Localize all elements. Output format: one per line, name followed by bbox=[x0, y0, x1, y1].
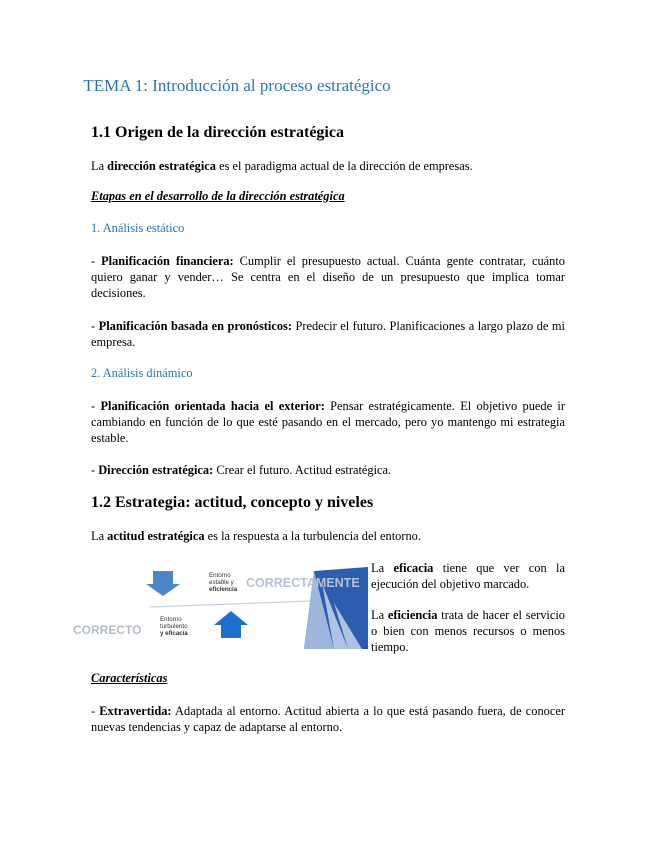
paragraph-eficacia: La eficacia tiene que ver con la ejecución del objetivo marcado. bbox=[371, 561, 565, 591]
paragraph-eficiencia: La eficiencia trata de hacer el servicio o bien con menos recursos o menos tiempo. bbox=[371, 608, 565, 654]
figure-divider bbox=[150, 601, 312, 607]
label-top-1: Entorno bbox=[209, 572, 231, 579]
down-arrow-icon bbox=[146, 571, 180, 596]
section-1-heading: 1.1 Origen de la dirección estratégica bbox=[91, 124, 344, 141]
label-bottom-2: turbulento bbox=[160, 623, 188, 630]
label-top-3: eficiencia bbox=[209, 586, 238, 593]
paragraph-planificacion-financiera: - Planificación financiera: Cumplir el presupuesto actual. Cuánta gente contratar, cuánto quiero ganar y vender… Se centra en el diseño de un presupuesto que implica tomar decisiones. bbox=[91, 254, 565, 300]
label-correcto: CORRECTO bbox=[73, 623, 142, 637]
subheading-analisis-dinamico: 2. Análisis dinámico bbox=[91, 366, 193, 380]
section-2-heading: 1.2 Estrategia: actitud, concepto y niveles bbox=[91, 494, 374, 511]
section-2-intro: La actitud estratégica es la respuesta a la turbulencia del entorno. bbox=[91, 529, 421, 543]
paragraph-direccion-estrategica: - Dirección estratégica: Crear el futuro. Actitud estratégica. bbox=[91, 463, 392, 477]
paragraph-extravertida: - Extravertida: Adaptada al entorno. Actitud abierta a lo que está pasando fuera, de conocer nuevas tendencias y capaz de adaptarse al entorno. bbox=[91, 704, 565, 734]
paragraph-planificacion-pronosticos: - Planificación basada en pronósticos: Predecir el futuro. Planificaciones a largo plazo de mi empresa. bbox=[91, 319, 565, 349]
section-1-intro: La dirección estratégica es el paradigma actual de la dirección de empresas. bbox=[91, 159, 473, 173]
page-title: TEMA 1: Introducción al proceso estratégico bbox=[83, 76, 391, 95]
subheading-analisis-estatico: 1. Análisis estático bbox=[91, 221, 185, 235]
label-correctamente: CORRECTAMENTE bbox=[246, 576, 360, 590]
paragraph-planificacion-exterior: - Planificación orientada hacia el exterior: Pensar estratégicamente. El objetivo puede ir cambiando en función de lo que esté pasando en el mercado, pero yo mantengo mi estrategia estable. bbox=[91, 399, 565, 445]
label-bottom-3: y eficacia bbox=[160, 630, 188, 637]
eficacia-eficiencia-figure bbox=[72, 563, 368, 649]
label-top-2: estable y bbox=[209, 579, 234, 586]
label-bottom-1: Entorno bbox=[160, 616, 182, 623]
etapas-heading: Etapas en el desarrollo de la dirección estratégica bbox=[91, 189, 345, 203]
up-arrow-icon bbox=[214, 611, 248, 638]
caracteristicas-heading: Características bbox=[91, 671, 168, 685]
